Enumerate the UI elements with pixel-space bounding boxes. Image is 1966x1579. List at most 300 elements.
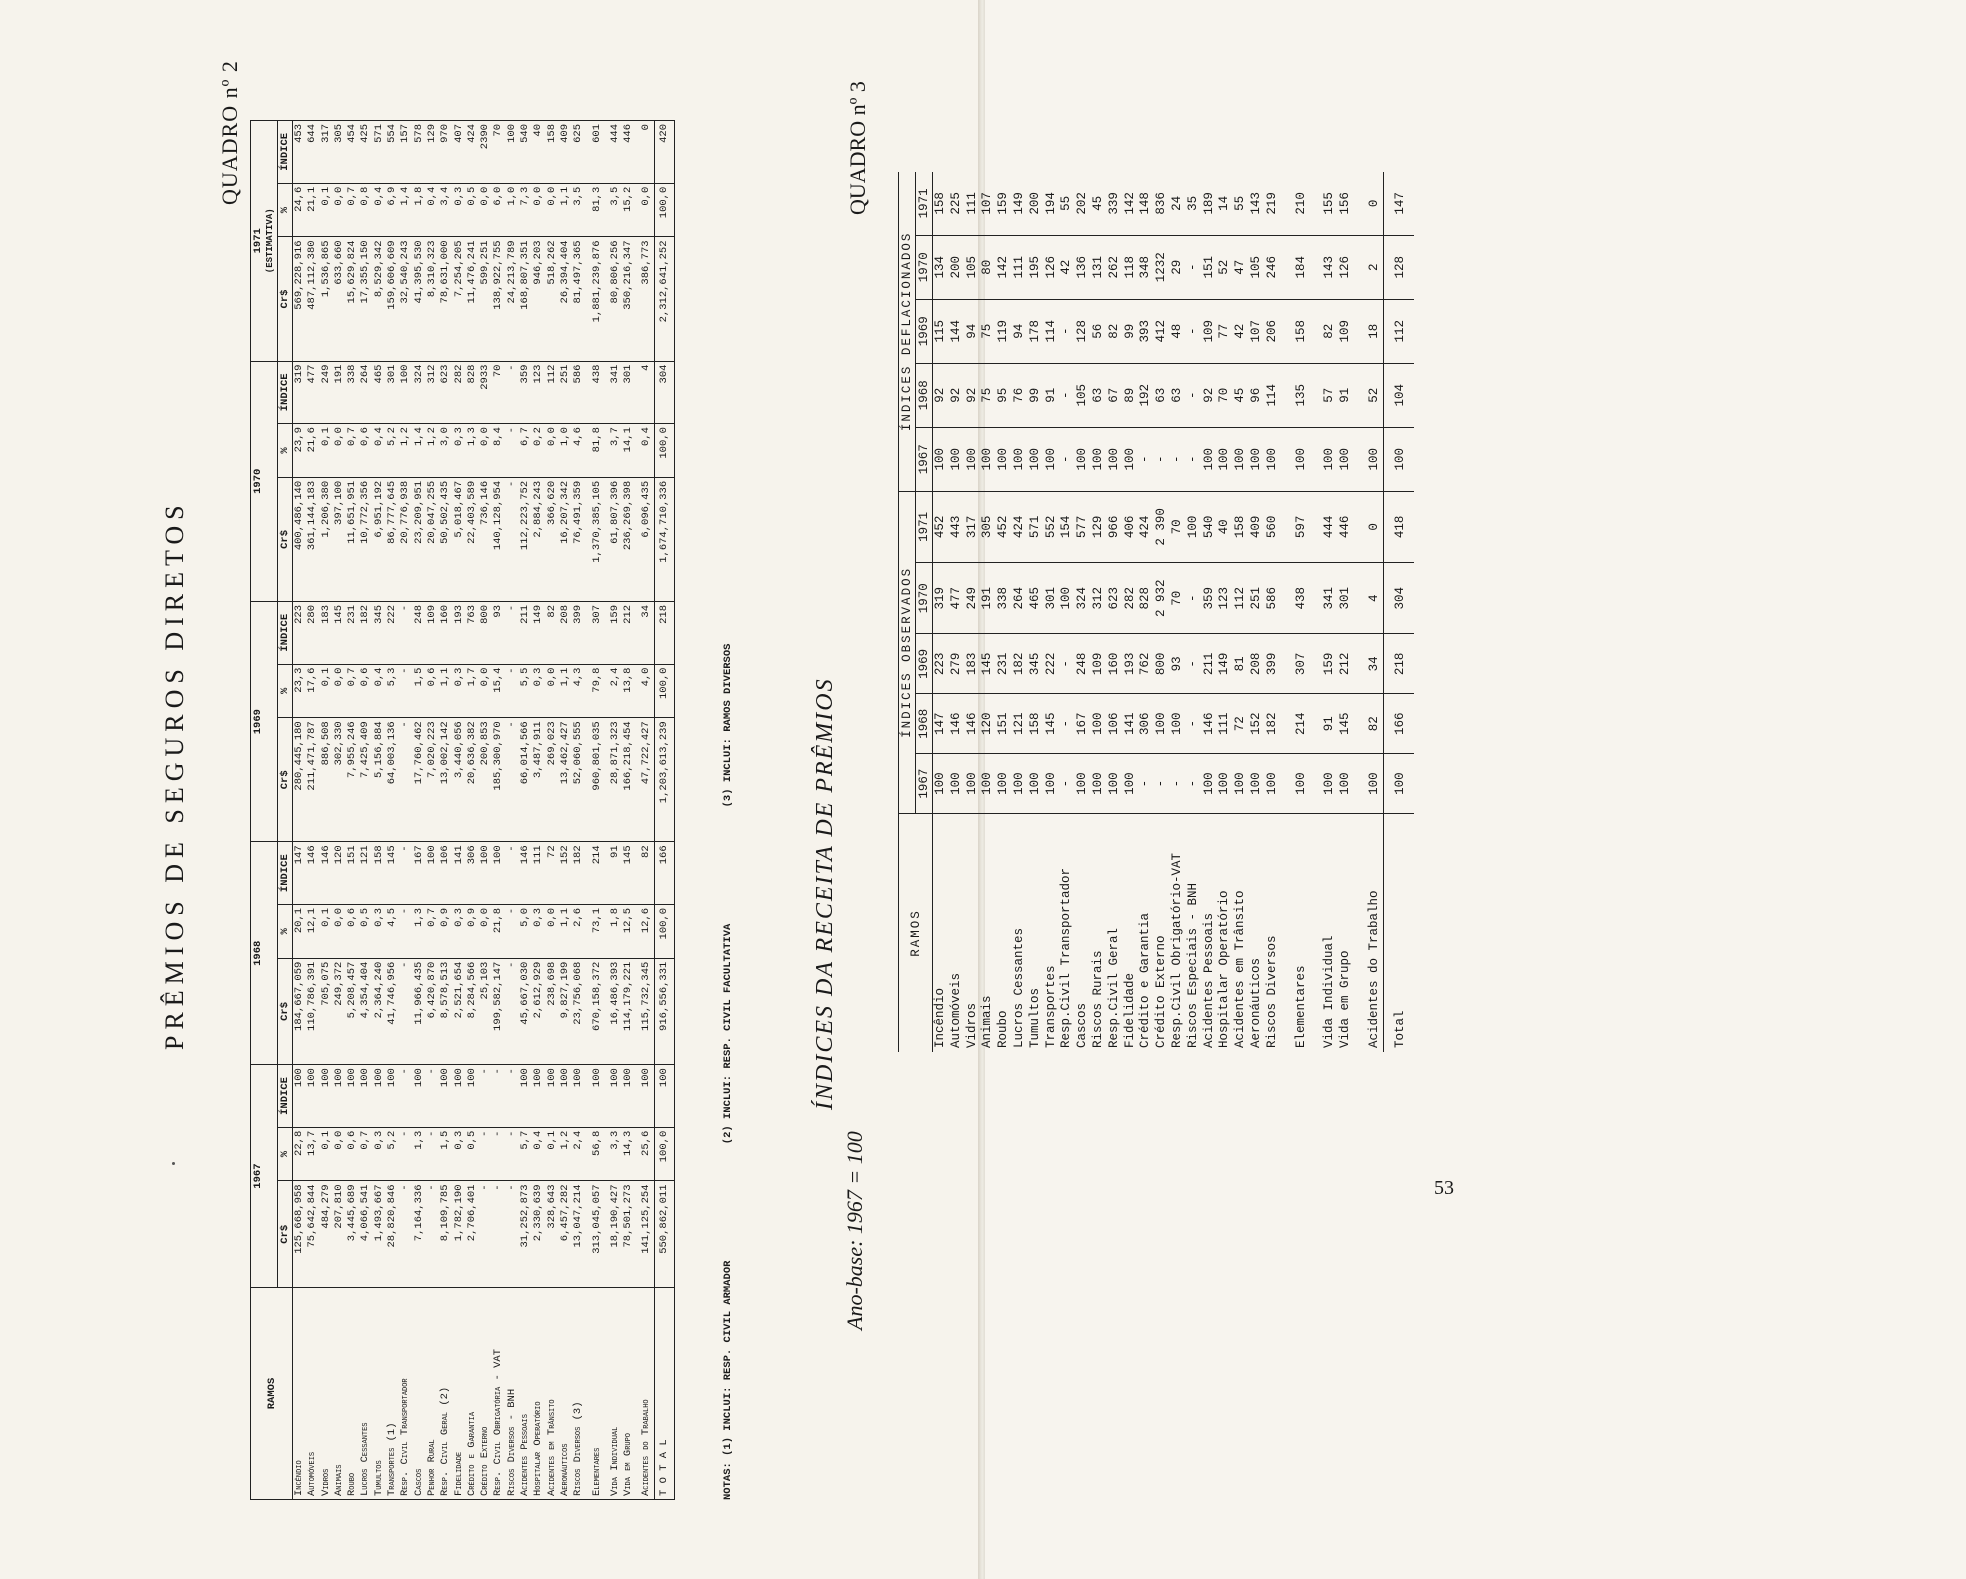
table-cell: 249 [320,361,333,424]
table-cell: 147 [1383,172,1413,235]
table-cell: 100 [1059,563,1075,634]
table-cell: 6,457,282 [559,1181,572,1288]
table-cell: 3,5 [572,183,585,237]
table-cell: 350,216,347 [622,237,635,361]
table-row [506,121,519,1500]
table-cell: 100 [1309,427,1338,491]
table-cell: 0,4 [373,424,386,478]
table-cell: 312 [1091,563,1107,634]
table-cell: 317 [965,491,981,562]
table-cell: 100 [586,1065,604,1128]
table-cell: 121 [359,842,372,905]
table-cell: 1,203,613,239 [654,718,674,842]
table-row [1075,172,1091,1052]
table-cell: 4,3 [572,664,585,718]
table-cell: 99 [1028,363,1044,427]
table-cell: 100 [1186,491,1202,562]
table-cell: 26,394,404 [559,237,572,361]
table-cell: 75 [980,363,996,427]
column-subheader: Cr$ [278,958,293,1065]
table-cell: 193 [1123,634,1139,694]
table-cell: 100 [949,427,965,491]
table-row [1309,172,1338,1052]
table-cell: 212 [1338,634,1354,694]
table-cell: 6,9 [386,183,399,237]
table-cell: 112 [1383,299,1413,363]
table-cell: 304 [1383,563,1413,634]
table-cell: 424 [1012,491,1028,562]
table-cell: 109 [1091,634,1107,694]
table-cell: 100 [604,1065,622,1128]
ramo-label: Incêndio [293,1288,307,1500]
table-row [453,121,466,1500]
table-cell: 0,1 [320,904,333,958]
table-cell: 115 [933,299,949,363]
table-cell: 317 [320,121,333,184]
page-number: 53 [1434,1177,1454,1199]
ramo-label: Riscos Diversos [1264,935,1279,1048]
table-cell: 94 [1012,299,1028,363]
table-cell: 0,7 [346,183,359,237]
table-cell: - [399,601,412,664]
table-cell: 1,2 [559,1127,572,1181]
table-cell: 70 [1170,563,1186,634]
table-cell: 100 [1233,427,1249,491]
table-cell: 114 [1044,299,1060,363]
table-cell: 0,0 [635,183,654,237]
table-row [306,121,319,1500]
ramos-header: RAMOS [899,814,933,1053]
table-cell: 92 [965,363,981,427]
table-cell: - [1059,363,1075,427]
table-cell: 31,252,873 [519,1181,532,1288]
table-cell: 5,0 [519,904,532,958]
table-cell: 644 [306,121,319,184]
table-cell: 105 [965,235,981,299]
table-cell: 100 [1012,754,1028,814]
table-cell: 25,6 [635,1127,654,1181]
table-row [320,121,333,1500]
table-cell: 111 [1217,694,1233,754]
table-cell: 41,395,530 [413,237,426,361]
table-cell: 145 [333,601,346,664]
year-header: 1970 [916,235,933,299]
table-cell: 128 [1383,235,1413,299]
year-header [251,361,278,601]
table-cell: 223 [933,634,949,694]
table-cell: 16,486,393 [604,958,622,1065]
ramo-label: Resp.Civil Transportador [1059,867,1074,1048]
table-cell: 12,1 [306,904,319,958]
table-cell: 110,786,391 [306,958,319,1065]
column-subheader: ÍNDICE [278,121,293,184]
table-cell: 219 [1265,172,1281,235]
ramo-label: Resp.Civil Geral [1106,927,1121,1048]
table-row [373,121,386,1500]
ramo-label: Vida Individual [604,1288,622,1500]
table-cell: 1,881,239,876 [586,237,604,361]
table-cell: 518,262 [546,237,559,361]
table-cell: 100 [1123,754,1139,814]
indices-table [898,172,1414,1052]
table-cell: 92 [1202,363,1218,427]
table-cell: 554 [386,121,399,184]
table-cell: 55 [1059,172,1075,235]
table-cell: 72 [1233,694,1249,754]
table-cell: 100 [996,754,1012,814]
table-cell: 5,018,467 [453,477,466,601]
table-cell: 345 [373,601,386,664]
ramo-label: Transportes [1043,965,1058,1048]
ramo-label: Riscos Rurais [1090,950,1105,1048]
table-cell: 633,660 [333,237,346,361]
table-cell: 100 [466,1065,479,1128]
table-cell: 100 [949,754,965,814]
ramo-label: Riscos Diversos - BNH [506,1288,519,1500]
table-row [1012,172,1028,1052]
table-cell: - [1186,299,1202,363]
table-cell: 100 [1012,427,1028,491]
ramo-label: Tumultos [373,1288,386,1500]
table-cell: 409 [559,121,572,184]
table-cell: 341 [604,361,622,424]
table-cell: 11,966,435 [413,958,426,1065]
ramo-label: Cascos [413,1288,426,1500]
table-cell: 131 [1091,235,1107,299]
table-cell: 142 [1123,172,1139,235]
ramo-label: Vidros [964,1002,979,1048]
table-cell: 452 [996,491,1012,562]
premios-table-body [293,121,675,1500]
table-cell: 397,100 [333,477,346,601]
table-cell: - [1154,427,1170,491]
table-cell: 0,7 [346,664,359,718]
table-cell: 386,773 [635,237,654,361]
table-cell: 160 [439,601,452,664]
table-cell: 6,951,192 [373,477,386,601]
table-cell: 100 [439,1065,452,1128]
ramo-label: Lucros Cessantes [1011,927,1026,1048]
table-row [654,121,674,1500]
table-cell: 800 [479,601,492,664]
table-cell: 0,6 [346,904,359,958]
table-cell: 100 [1354,427,1383,491]
quadro-3-heading: ÍNDICES DA RECEITA DE PRÊMIOS [812,677,838,1110]
table-cell: 0,0 [333,1127,346,1181]
table-row [519,121,532,1500]
year-header [251,842,278,1065]
table-cell: 100 [1091,754,1107,814]
table-cell: 156 [1338,172,1354,235]
table-row [386,121,399,1500]
table-cell: 20,1 [293,904,307,958]
table-cell: 48 [1170,299,1186,363]
ramo-label: Crédito Externo [479,1288,492,1500]
table-cell: 0,0 [333,183,346,237]
ramo-label: T O T A L [654,1288,674,1500]
table-row [1383,172,1413,1052]
table-cell: 100 [426,842,439,905]
table-cell: 100 [1217,427,1233,491]
table-cell: - [492,1065,505,1128]
table-cell: 126 [1338,235,1354,299]
column-subheader: Cr$ [278,718,293,842]
table-cell: 99 [1123,299,1139,363]
table-cell: 571 [1028,491,1044,562]
table-cell: - [1186,754,1202,814]
ramo-label: Incêndio [933,987,947,1048]
column-subheader: ÍNDICE [278,842,293,905]
table-cell: 144 [949,299,965,363]
table-cell: 670,158,372 [586,958,604,1065]
table-cell: 82 [635,842,654,905]
table-cell: 1,3 [413,904,426,958]
table-cell: 264 [359,361,372,424]
year-header [251,601,278,841]
year-header: 1967 [916,427,933,491]
table-cell: 454 [346,121,359,184]
ramo-label: Riscos Diversos (3) [572,1288,585,1500]
table-cell: 100 [519,1065,532,1128]
table-cell: 8,310,323 [426,237,439,361]
table-cell: 94 [965,299,981,363]
table-cell: 4,0 [635,664,654,718]
table-cell: 424 [466,121,479,184]
table-cell: 424 [1138,491,1154,562]
table-cell: 166,218,454 [622,718,635,842]
table-cell: 82 [1354,694,1383,754]
table-cell: 0,7 [359,1127,372,1181]
table-cell: 763 [466,601,479,664]
table-cell: 100 [453,1065,466,1128]
table-cell: 328,643 [546,1181,559,1288]
table-cell: - [1059,299,1075,363]
table-cell: 100 [333,1065,346,1128]
table-cell: 100 [386,1065,399,1128]
table-cell: 70 [1170,491,1186,562]
table-cell: 359 [519,361,532,424]
table-row [532,121,545,1500]
table-cell: 3,4 [439,183,452,237]
table-cell: 141 [453,842,466,905]
table-row [293,121,307,1500]
table-cell: 95 [996,363,1012,427]
table-cell: 2,312,641,252 [654,237,674,361]
table-cell: 17,760,462 [413,718,426,842]
table-cell: 28,871,323 [604,718,622,842]
table-cell: 0 [635,121,654,184]
table-row [1044,172,1060,1052]
table-cell: 194 [1044,172,1060,235]
table-row [933,172,949,1052]
indices-table-body [933,172,1414,1052]
table-cell: 2,4 [572,1127,585,1181]
table-cell: 0,5 [466,1127,479,1181]
table-cell: 560 [1265,491,1281,562]
table-cell: 1,4 [413,424,426,478]
year-header-row [251,121,278,1500]
table-cell: 5,7 [519,1127,532,1181]
ramo-label: Vida em Grupo [622,1288,635,1500]
ramo-label: Acidentes em Trânsito [1233,890,1248,1048]
table-cell: 339 [1107,172,1123,235]
table-cell: 100 [1383,754,1413,814]
table-cell: 151 [346,842,359,905]
table-cell: 306 [1138,694,1154,754]
table-cell: 828 [1138,563,1154,634]
table-cell: 2,521,654 [453,958,466,1065]
table-cell: 222 [386,601,399,664]
table-cell: 75 [980,299,996,363]
table-cell: 597 [1281,491,1310,562]
table-cell: 3,5 [604,183,622,237]
table-cell: 453 [293,121,307,184]
table-cell: 24,6 [293,183,307,237]
table-cell: 443 [949,491,965,562]
table-cell: 0,3 [453,424,466,478]
table-cell: 0,4 [373,183,386,237]
table-cell: 4,354,404 [359,958,372,1065]
table-cell: 1,370,385,105 [586,477,604,601]
table-cell: - [506,1065,519,1128]
ramo-label: Penhor Rural [426,1288,439,1500]
table-cell: 145 [980,634,996,694]
table-cell: 100 [546,1065,559,1128]
table-cell: 182 [572,842,585,905]
table-cell: 100 [506,121,519,184]
table-cell: 149 [1012,172,1028,235]
table-cell: 477 [306,361,319,424]
table-cell: 100 [1383,427,1413,491]
table-cell: 107 [980,172,996,235]
ramo-label: Elementares [1293,965,1308,1048]
table-cell: 141 [1123,694,1139,754]
table-cell: 1,7 [466,664,479,718]
table-cell: 160 [1107,634,1123,694]
table-cell: 100 [980,427,996,491]
table-cell: 1,8 [413,183,426,237]
ramo-label: Crédito e Garantia [1138,912,1153,1048]
ramo-label: Elementares [586,1288,604,1500]
table-cell: 571 [373,121,386,184]
table-cell: 135 [1281,363,1310,427]
table-cell: 182 [1265,694,1281,754]
table-row [996,172,1012,1052]
year-label: 1970 [252,468,264,494]
table-row [492,121,505,1500]
table-cell: 5,2 [386,1127,399,1181]
table-cell: 29 [1170,235,1186,299]
table-cell: 393 [1138,299,1154,363]
table-cell: 0,6 [359,664,372,718]
table-cell: 40 [532,121,545,184]
table-cell: 359 [1202,563,1218,634]
table-cell: 0,0 [546,904,559,958]
table-cell: 487,112,380 [306,237,319,361]
table-cell: 23,3 [293,664,307,718]
table-cell: 100,0 [654,664,674,718]
table-cell: 78,501,273 [622,1181,635,1288]
table-cell: 345 [1028,634,1044,694]
table-cell: 45 [1233,363,1249,427]
ramo-label: Roubo [346,1288,359,1500]
table-cell: 151 [1202,235,1218,299]
column-subheader: ÍNDICE [278,361,293,424]
table-cell: 120 [333,842,346,905]
table-cell: 20,636,382 [466,718,479,842]
table-cell: 112,223,752 [519,477,532,601]
table-cell: 14,1 [622,424,635,478]
table-row [1107,172,1123,1052]
table-cell: 0,5 [359,904,372,958]
table-cell: 100 [622,1065,635,1128]
table-cell: - [399,718,412,842]
table-cell: 91 [1309,694,1338,754]
table-cell: 100 [359,1065,372,1128]
table-cell: 195 [1028,235,1044,299]
table-cell: 13,047,214 [572,1181,585,1288]
table-cell: 91 [604,842,622,905]
table-cell: 1,2 [426,424,439,478]
table-cell: 100 [492,842,505,905]
table-cell: 1,5 [413,664,426,718]
table-cell: 705,075 [320,958,333,1065]
table-cell: 1,3 [413,1127,426,1181]
table-cell: 100 [399,361,412,424]
table-cell: 438 [1281,563,1310,634]
ramo-label: Acidentes Pessoais [519,1288,532,1500]
quadro-3-rotated-table [898,172,1458,1052]
table-cell: 67 [1107,363,1123,427]
table-cell: 152 [559,842,572,905]
table-cell: - [1186,235,1202,299]
table-cell: 100 [572,1065,585,1128]
table-cell: 249,372 [333,958,346,1065]
table-cell: 11,651,951 [346,477,359,601]
table-cell: 301 [622,361,635,424]
table-cell: 446 [1338,491,1354,562]
table-cell: 0,0 [532,183,545,237]
table-cell: 225 [949,172,965,235]
table-cell: 248 [1075,634,1091,694]
table-cell: 3,7 [604,424,622,478]
table-cell: - [1170,754,1186,814]
table-cell: 0,0 [479,424,492,478]
table-cell: 47 [1233,235,1249,299]
ramo-label: Animais [980,995,995,1048]
table-cell: 1,0 [506,183,519,237]
table-cell: - [506,1127,519,1181]
table-row [1170,172,1186,1052]
table-cell: 282 [453,361,466,424]
table-row [1123,172,1139,1052]
table-cell: 4,066,541 [359,1181,372,1288]
table-cell: 0,3 [453,183,466,237]
table-cell: 146 [965,694,981,754]
table-cell: 0,0 [479,904,492,958]
quadro-2-notes [722,120,734,1500]
table-cell: 159 [1309,634,1338,694]
table-cell: 142 [996,235,1012,299]
table-cell: 64,003,136 [386,718,399,842]
table-cell: 100 [1202,754,1218,814]
table-cell: 319 [933,563,949,634]
table-cell: 420 [654,121,674,184]
ramo-label: Hospitalar Operatório [532,1288,545,1500]
table-cell: 89 [1123,363,1139,427]
table-cell: 22,403,589 [466,477,479,601]
table-cell: 5,5 [519,664,532,718]
